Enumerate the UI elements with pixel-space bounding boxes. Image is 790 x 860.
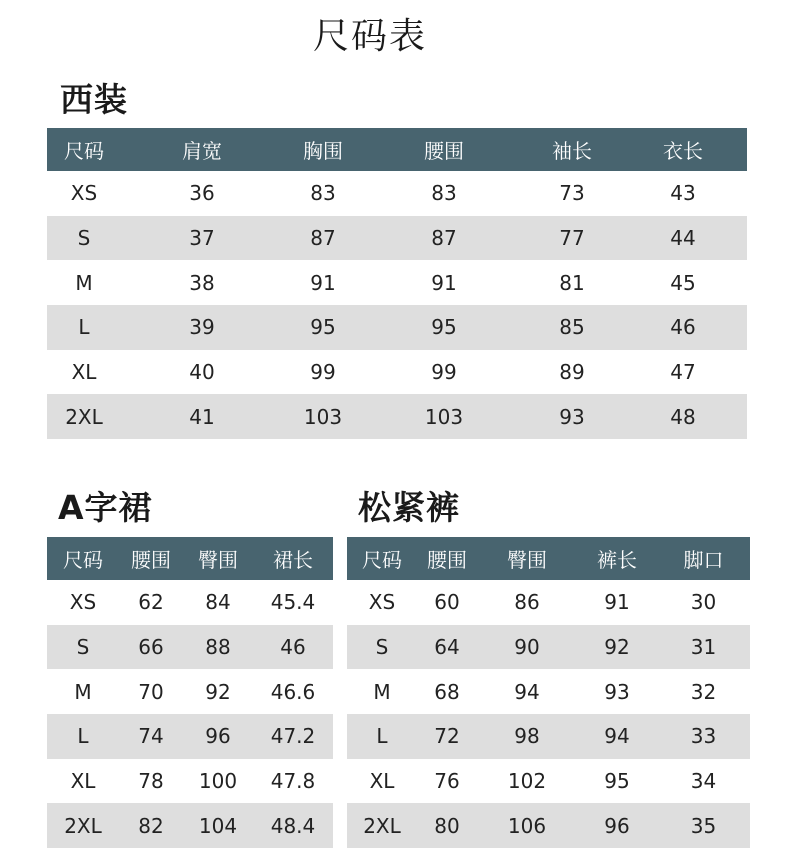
table-cell: L <box>47 305 121 350</box>
suit-size-table <box>47 128 747 439</box>
table-cell: 60 <box>417 580 477 625</box>
table-row <box>47 759 333 804</box>
table-cell: 98 <box>477 714 577 759</box>
table-cell: 45 <box>619 260 747 305</box>
table-cell: 96 <box>183 714 253 759</box>
table-cell: 47.2 <box>253 714 333 759</box>
pants-section-title: 松紧裤 <box>358 488 460 527</box>
table-cell: 90 <box>477 625 577 670</box>
column-header: 尺码 <box>47 128 121 171</box>
table-cell: 30 <box>657 580 750 625</box>
table-row <box>47 216 747 261</box>
table-cell: 99 <box>283 350 363 395</box>
table-row <box>47 669 333 714</box>
table-row <box>347 669 750 714</box>
table-cell: 47 <box>619 350 747 395</box>
table-cell: 82 <box>119 803 183 848</box>
table-row <box>347 803 750 848</box>
column-header: 肩宽 <box>121 128 283 171</box>
table-cell: 44 <box>619 216 747 261</box>
table-cell: 37 <box>121 216 283 261</box>
table-row <box>47 350 747 395</box>
table-cell: 62 <box>119 580 183 625</box>
column-header: 尺码 <box>347 537 417 580</box>
table-cell: 81 <box>525 260 619 305</box>
table-cell: 38 <box>121 260 283 305</box>
table-cell: 95 <box>577 759 657 804</box>
table-cell: 43 <box>619 171 747 216</box>
table-row <box>47 625 333 670</box>
table-cell: XS <box>47 171 121 216</box>
table-cell: 92 <box>577 625 657 670</box>
table-cell: 72 <box>417 714 477 759</box>
table-cell: XL <box>347 759 417 804</box>
table-cell: 80 <box>417 803 477 848</box>
table-cell: 87 <box>363 216 525 261</box>
page-title: 尺码表 <box>312 16 427 57</box>
table-cell: 83 <box>363 171 525 216</box>
table-cell: 93 <box>577 669 657 714</box>
table-cell: 2XL <box>47 394 121 439</box>
table-row <box>47 803 333 848</box>
table-cell: 94 <box>577 714 657 759</box>
column-header: 裤长 <box>577 537 657 580</box>
column-header: 脚口 <box>657 537 750 580</box>
table-cell: 92 <box>183 669 253 714</box>
column-header: 臀围 <box>477 537 577 580</box>
table-cell: S <box>47 625 119 670</box>
pants-size-table <box>347 537 750 848</box>
table-cell: 104 <box>183 803 253 848</box>
column-header: 衣长 <box>619 128 747 171</box>
table-cell: 64 <box>417 625 477 670</box>
table-row <box>347 580 750 625</box>
table-cell: 99 <box>363 350 525 395</box>
table-cell: S <box>347 625 417 670</box>
table-header-row <box>47 128 747 171</box>
table-cell: 88 <box>183 625 253 670</box>
column-header: 腰围 <box>363 128 525 171</box>
table-cell: XS <box>347 580 417 625</box>
table-cell: 2XL <box>47 803 119 848</box>
table-cell: 73 <box>525 171 619 216</box>
table-cell: 91 <box>577 580 657 625</box>
column-header: 臀围 <box>183 537 253 580</box>
table-cell: 31 <box>657 625 750 670</box>
table-cell: 2XL <box>347 803 417 848</box>
table-cell: 89 <box>525 350 619 395</box>
table-cell: 106 <box>477 803 577 848</box>
table-cell: M <box>347 669 417 714</box>
table-cell: 70 <box>119 669 183 714</box>
table-cell: 103 <box>363 394 525 439</box>
table-row <box>347 759 750 804</box>
table-cell: 77 <box>525 216 619 261</box>
table-cell: 41 <box>121 394 283 439</box>
table-cell: 95 <box>283 305 363 350</box>
table-cell: S <box>47 216 121 261</box>
table-cell: 36 <box>121 171 283 216</box>
table-cell: XL <box>47 759 119 804</box>
table-cell: 103 <box>283 394 363 439</box>
table-header-row <box>347 537 750 580</box>
table-cell: 48 <box>619 394 747 439</box>
table-row <box>47 580 333 625</box>
table-cell: 47.8 <box>253 759 333 804</box>
skirt-size-table <box>47 537 333 848</box>
table-cell: 86 <box>477 580 577 625</box>
table-row <box>347 625 750 670</box>
suit-section-title: 西装 <box>60 80 128 119</box>
table-cell: 45.4 <box>253 580 333 625</box>
table-row <box>47 394 747 439</box>
table-cell: 96 <box>577 803 657 848</box>
table-row <box>47 305 747 350</box>
table-cell: 85 <box>525 305 619 350</box>
table-cell: 78 <box>119 759 183 804</box>
skirt-section-title: A字裙 <box>58 488 153 527</box>
table-row <box>347 714 750 759</box>
table-cell: 74 <box>119 714 183 759</box>
column-header: 袖长 <box>525 128 619 171</box>
table-cell: 32 <box>657 669 750 714</box>
table-cell: 91 <box>283 260 363 305</box>
table-cell: 100 <box>183 759 253 804</box>
table-cell: 93 <box>525 394 619 439</box>
table-cell: 87 <box>283 216 363 261</box>
table-cell: 40 <box>121 350 283 395</box>
table-cell: 33 <box>657 714 750 759</box>
table-cell: 76 <box>417 759 477 804</box>
table-row <box>47 171 747 216</box>
table-cell: L <box>47 714 119 759</box>
table-cell: 102 <box>477 759 577 804</box>
table-cell: 34 <box>657 759 750 804</box>
column-header: 尺码 <box>47 537 119 580</box>
table-cell: 39 <box>121 305 283 350</box>
table-cell: 91 <box>363 260 525 305</box>
table-cell: L <box>347 714 417 759</box>
table-cell: 83 <box>283 171 363 216</box>
table-cell: 48.4 <box>253 803 333 848</box>
table-cell: 66 <box>119 625 183 670</box>
table-cell: 94 <box>477 669 577 714</box>
table-cell: XS <box>47 580 119 625</box>
column-header: 腰围 <box>417 537 477 580</box>
column-header: 腰围 <box>119 537 183 580</box>
table-header-row <box>47 537 333 580</box>
table-cell: XL <box>47 350 121 395</box>
column-header: 裙长 <box>253 537 333 580</box>
table-cell: 95 <box>363 305 525 350</box>
table-row <box>47 714 333 759</box>
table-cell: M <box>47 260 121 305</box>
table-cell: 68 <box>417 669 477 714</box>
table-cell: 84 <box>183 580 253 625</box>
table-cell: 46 <box>253 625 333 670</box>
table-cell: 46 <box>619 305 747 350</box>
table-cell: 46.6 <box>253 669 333 714</box>
table-row <box>47 260 747 305</box>
table-cell: M <box>47 669 119 714</box>
table-cell: 35 <box>657 803 750 848</box>
column-header: 胸围 <box>283 128 363 171</box>
